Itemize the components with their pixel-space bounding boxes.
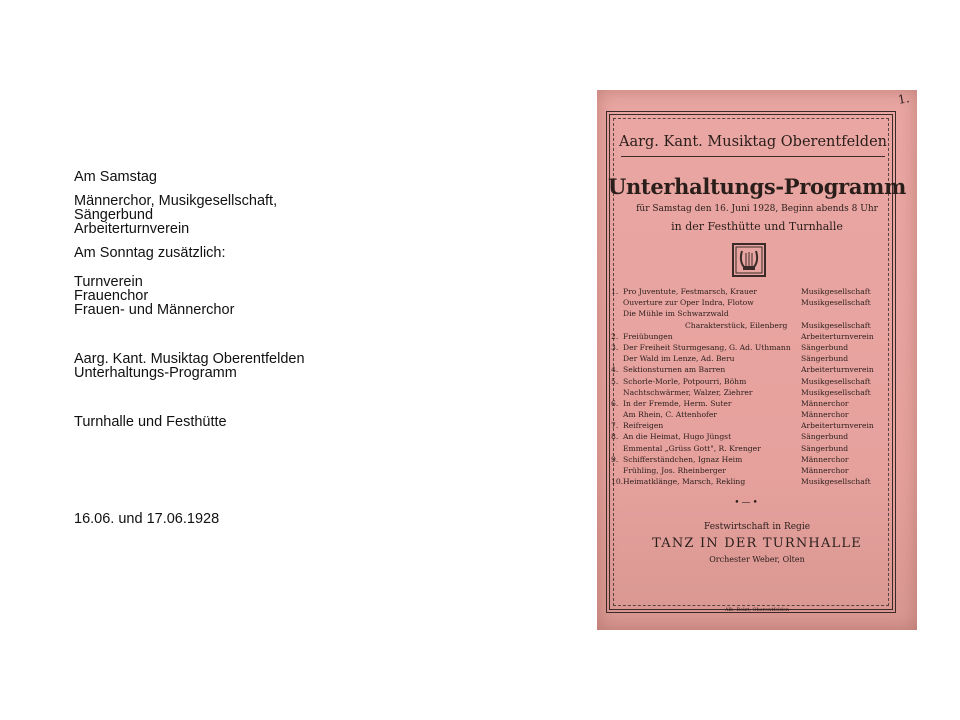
text-line-saturday-groups-1: Männerchor, Musikgesellschaft,	[74, 193, 278, 209]
text-line-saturday: Am Samstag	[74, 169, 157, 185]
program-piece: Frühling, Jos. Rheinberger	[623, 466, 726, 475]
program-number: 4.	[611, 365, 619, 375]
program-number: 9.	[611, 454, 619, 464]
program-number: 6.	[611, 398, 619, 408]
program-ensemble: Männerchor	[801, 398, 849, 408]
program-ensemble: Musikgesellschaft	[801, 320, 871, 330]
program-ensemble: Sängerbund	[801, 354, 849, 364]
text-line-saturday-groups-2: Sängerbund	[74, 207, 154, 223]
program-ensemble: Musikgesellschaft	[801, 287, 871, 296]
program-ensemble: Sängerbund	[801, 443, 849, 453]
program-piece: Nachtschwärmer, Walzer, Ziehrer	[623, 387, 753, 397]
program-row	[611, 476, 887, 487]
lyre-emblem-icon	[732, 243, 766, 277]
text-line-venue: Turnhalle und Festhütte	[74, 414, 227, 430]
program-ensemble: Männerchor	[801, 466, 849, 475]
program-row	[611, 286, 887, 297]
program-number: 7.	[611, 421, 619, 431]
separator-ornament: •—•	[734, 498, 760, 508]
program-row	[611, 320, 887, 331]
program-ensemble: Arbeiterturnverein	[801, 365, 874, 375]
program-row	[611, 308, 887, 319]
dance-announcement: TANZ IN DER TURNHALLE	[652, 536, 862, 551]
program-ensemble: Sängerbund	[801, 342, 849, 352]
program-row	[611, 454, 887, 465]
program-ensemble: Musikgesellschaft	[801, 376, 871, 386]
program-ensemble: Arbeiterturnverein	[801, 331, 874, 341]
corner-mark: 1.	[896, 91, 911, 107]
program-piece: An die Heimat, Hugo Jüngst	[623, 432, 732, 442]
program-piece: Sektionsturnen am Barren	[623, 365, 726, 375]
program-piece: Der Freiheit Sturmgesang, G. Ad. Uthmann	[623, 342, 791, 352]
program-number: 1.	[611, 287, 619, 296]
program-row	[611, 465, 887, 476]
poster-header: Aarg. Kant. Musiktag Oberentfelden	[618, 134, 888, 150]
program-number: 5.	[611, 376, 619, 386]
text-line-sunday-group-2: Frauenchor	[74, 288, 149, 304]
program-row	[611, 409, 887, 420]
program-piece: Heimatklänge, Marsch, Rekling	[623, 477, 746, 487]
program-row	[611, 443, 887, 454]
program-piece: Emmental „Grüss Gott", R. Krenger	[623, 443, 761, 453]
program-piece: Schorle-Morle, Potpourri, Böhm	[623, 376, 747, 386]
program-row	[611, 297, 887, 308]
program-ensemble: Sängerbund	[801, 432, 849, 442]
orchestra-note: Orchester Weber, Olten	[709, 555, 805, 564]
program-piece: Freiübungen	[623, 331, 673, 341]
program-piece: Ouverture zur Oper Indra, Flotow	[623, 298, 754, 308]
program-ensemble: Musikgesellschaft	[801, 387, 871, 397]
program-number: 2.	[611, 331, 619, 341]
poster-subtitle-venue: in der Festhütte und Turnhalle	[671, 220, 843, 233]
program-ensemble: Arbeiterturnverein	[801, 421, 874, 431]
program-ensemble: Musikgesellschaft	[801, 477, 871, 487]
program-row	[611, 364, 887, 375]
program-row	[611, 342, 887, 353]
program-piece: Schifferständchen, Ignaz Heim	[623, 454, 743, 464]
program-ensemble: Musikgesellschaft	[801, 298, 871, 308]
program-piece: In der Fremde, Herm. Suter	[623, 398, 732, 408]
text-line-program: Unterhaltungs-Programm	[74, 365, 237, 381]
poster-title: Unterhaltungs-Programm	[607, 174, 907, 199]
program-number: 10.	[611, 477, 624, 487]
program-row	[611, 331, 887, 342]
program-piece: Pro Juventute, Festmarsch, Krauer	[623, 287, 758, 296]
program-row	[611, 387, 887, 398]
program-number: 3.	[611, 342, 619, 352]
program-piece: Am Rhein, C. Attenhofer	[623, 410, 717, 420]
scanned-program-poster	[597, 90, 917, 630]
text-line-dates: 16.06. und 17.06.1928	[74, 511, 220, 527]
program-piece: Charakterstück, Eilenberg	[685, 320, 788, 330]
program-row	[611, 431, 887, 442]
program-row	[611, 353, 887, 364]
text-line-sunday-group-3: Frauen- und Männerchor	[74, 302, 235, 318]
program-number: 8.	[611, 432, 619, 442]
program-piece: Der Wald im Lenze, Ad. Beru	[623, 354, 735, 364]
text-line-event-name: Aarg. Kant. Musiktag Oberentfelden	[74, 351, 305, 367]
printer-credit: Alb. Bolzt, Oberentfelden	[724, 607, 790, 613]
program-piece: Die Mühle im Schwarzwald	[623, 309, 729, 319]
program-list	[611, 286, 887, 487]
program-row	[611, 398, 887, 409]
text-line-sunday-group-1: Turnverein	[74, 274, 143, 290]
text-line-sunday: Am Sonntag zusätzlich:	[74, 245, 226, 261]
program-ensemble: Männerchor	[801, 454, 849, 464]
program-row	[611, 420, 887, 431]
festwirtschaft-note: Festwirtschaft in Regie	[703, 522, 811, 532]
poster-subtitle-date: für Samstag den 16. Juni 1928, Beginn abends 8 Uhr	[636, 204, 878, 214]
program-row	[611, 376, 887, 387]
header-divider	[621, 156, 885, 157]
program-ensemble: Männerchor	[801, 410, 849, 420]
text-line-saturday-groups-3: Arbeiterturnverein	[74, 221, 190, 237]
program-piece: Reifreigen	[623, 421, 664, 431]
